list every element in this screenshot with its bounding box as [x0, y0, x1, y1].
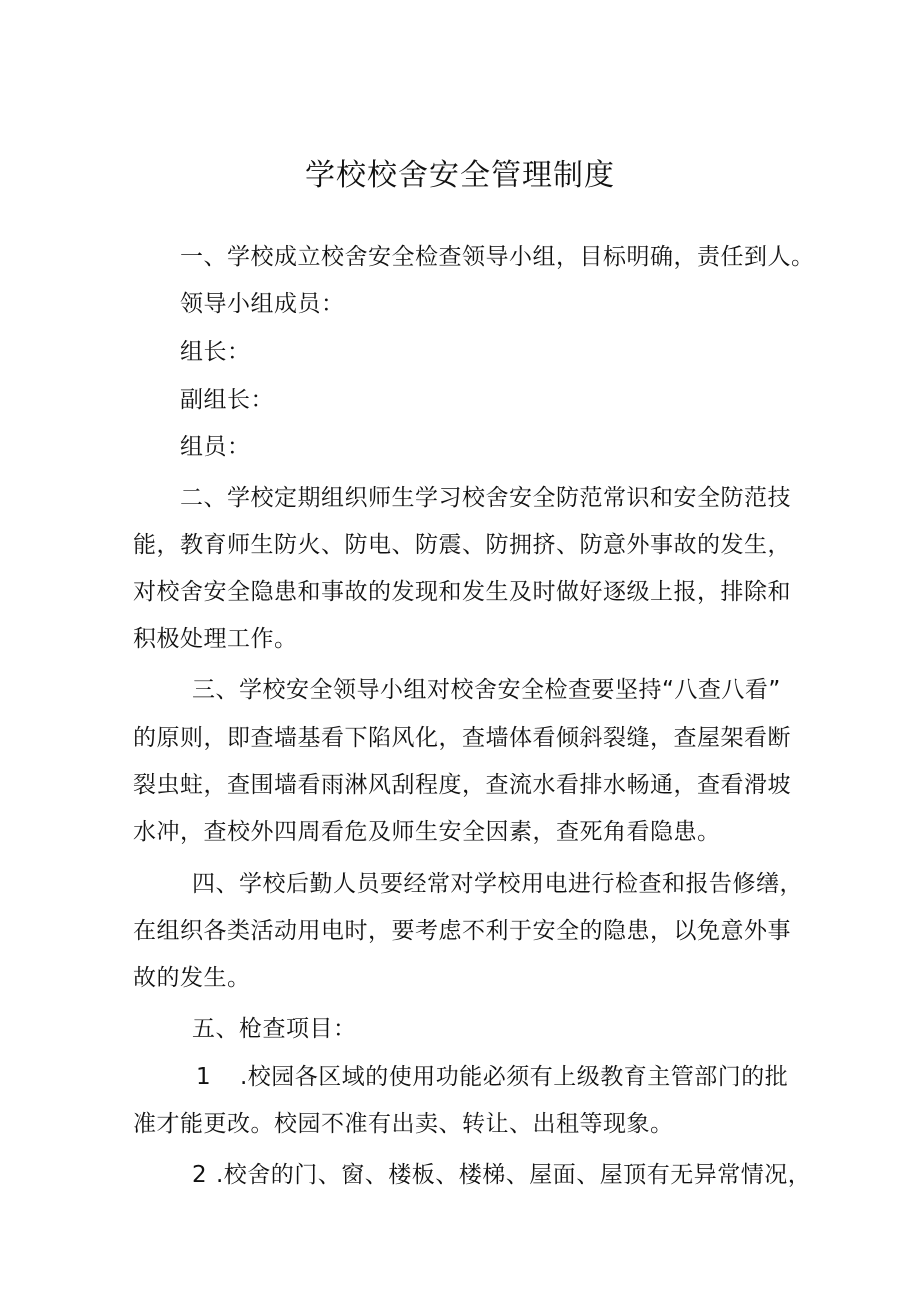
- section3-line: 裂虫蛀，查围墙看雨淋风刮程度，查流水看排水畅通，查看滑坡: [133, 772, 791, 798]
- deputy-leader-label: 副组长：: [180, 387, 274, 413]
- section4-line: 故的发生。: [133, 965, 251, 991]
- item1-text: .校园各区域的使用功能必须有上级教育主管部门的批: [240, 1064, 789, 1090]
- item2-text: .校舍的门、窗、楼板、楼梯、屋面、屋顶有无异常情况，: [216, 1162, 812, 1188]
- section5-heading: 五、枪查项目：: [192, 1016, 357, 1042]
- members-label: 领导小组成员：: [180, 291, 345, 317]
- leader-label: 组长：: [180, 339, 251, 365]
- item1-number: 1: [196, 1064, 212, 1090]
- document-title: 学校校舍安全管理制度: [305, 158, 615, 193]
- section4-line: 四、学校后勤人员要经常对学校用电进行检查和报告修缮，: [192, 871, 803, 897]
- section3-line: 水冲，查校外四周看危及师生安全因素，查死角看隐患。: [133, 819, 721, 845]
- member-label: 组员：: [180, 434, 251, 460]
- item2-number: 2: [192, 1162, 208, 1188]
- section3-line: 的原则，即查墙基看下陷风化，查墙体看倾斜裂缝，查屋架看断: [133, 725, 791, 751]
- section2-line: 对校舍安全隐患和事故的发现和发生及时做好逐级上报，排除和: [133, 579, 791, 605]
- item1-first-line: [196, 1054, 788, 1100]
- item2-first-line: [192, 1152, 811, 1198]
- section2-line: 二、学校定期组织师生学习校舍安全防范常识和安全防范技: [180, 485, 791, 511]
- section4-line: 在组织各类活动用电时，要考虑不利于安全的隐患，以免意外事: [133, 918, 791, 944]
- section2-line: 积极处理工作。: [133, 626, 298, 652]
- section3-line: 三、学校安全领导小组对校舍安全检查要坚持“八查八看”: [192, 677, 781, 703]
- section2-line: 能，教育师生防火、防电、防震、防拥挤、防意外事故的发生，: [133, 532, 791, 558]
- item1-second-line: 准才能更改。校园不准有出卖、转让、出租等现象。: [133, 1111, 674, 1137]
- section1-heading: 一、学校成立校舍安全检查领导小组，目标明确，责任到人。: [180, 244, 815, 270]
